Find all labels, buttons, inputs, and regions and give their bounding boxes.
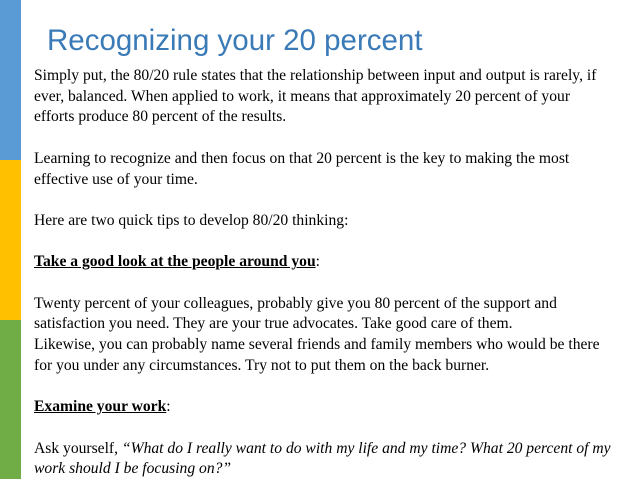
tip1-heading-line [34, 252, 614, 273]
intro-paragraph: Simply put, the 80/20 rule states that the relationship between input and output is rarely, if ever, balanced. When applied to work, it means that approximately 20 percent of your efforts produce 80 percent of the results. [34, 67, 597, 126]
accent-bar-green [0, 320, 21, 479]
tip1-heading: Take a good look at the people around you [34, 253, 316, 271]
tips-intro: Here are two quick tips to develop 80/20 thinking: [34, 211, 349, 229]
accent-bar-yellow [0, 160, 21, 320]
slide-title: Recognizing your 20 percent [47, 24, 423, 57]
tip2-colon: : [166, 398, 171, 416]
tip1-body-b: Likewise, you can probably name several friends and family members who would be there for you under any circumstances. Try not to put them on the back burner. [34, 336, 600, 374]
tip1-colon: : [315, 253, 320, 271]
tip2-heading: Examine your work [34, 398, 167, 416]
tip1-body-a: Twenty percent of your colleagues, probably give you 80 percent of the support and satisfaction you need. They are your true advocates. Take good care of them. [34, 294, 557, 333]
tip2-lead: Ask yourself, [34, 439, 122, 457]
tip2-heading-line [34, 397, 614, 418]
accent-bar-blue [0, 0, 21, 160]
slide-body [34, 66, 614, 480]
tip2-quote: “What do I really want to do with my life and my time? What 20 percent of my work should I be focusing on?” [34, 439, 611, 478]
focus-paragraph: Learning to recognize and then focus on that 20 percent is the key to making the most effective use of your time. [34, 149, 570, 188]
tip2-body [34, 439, 614, 480]
